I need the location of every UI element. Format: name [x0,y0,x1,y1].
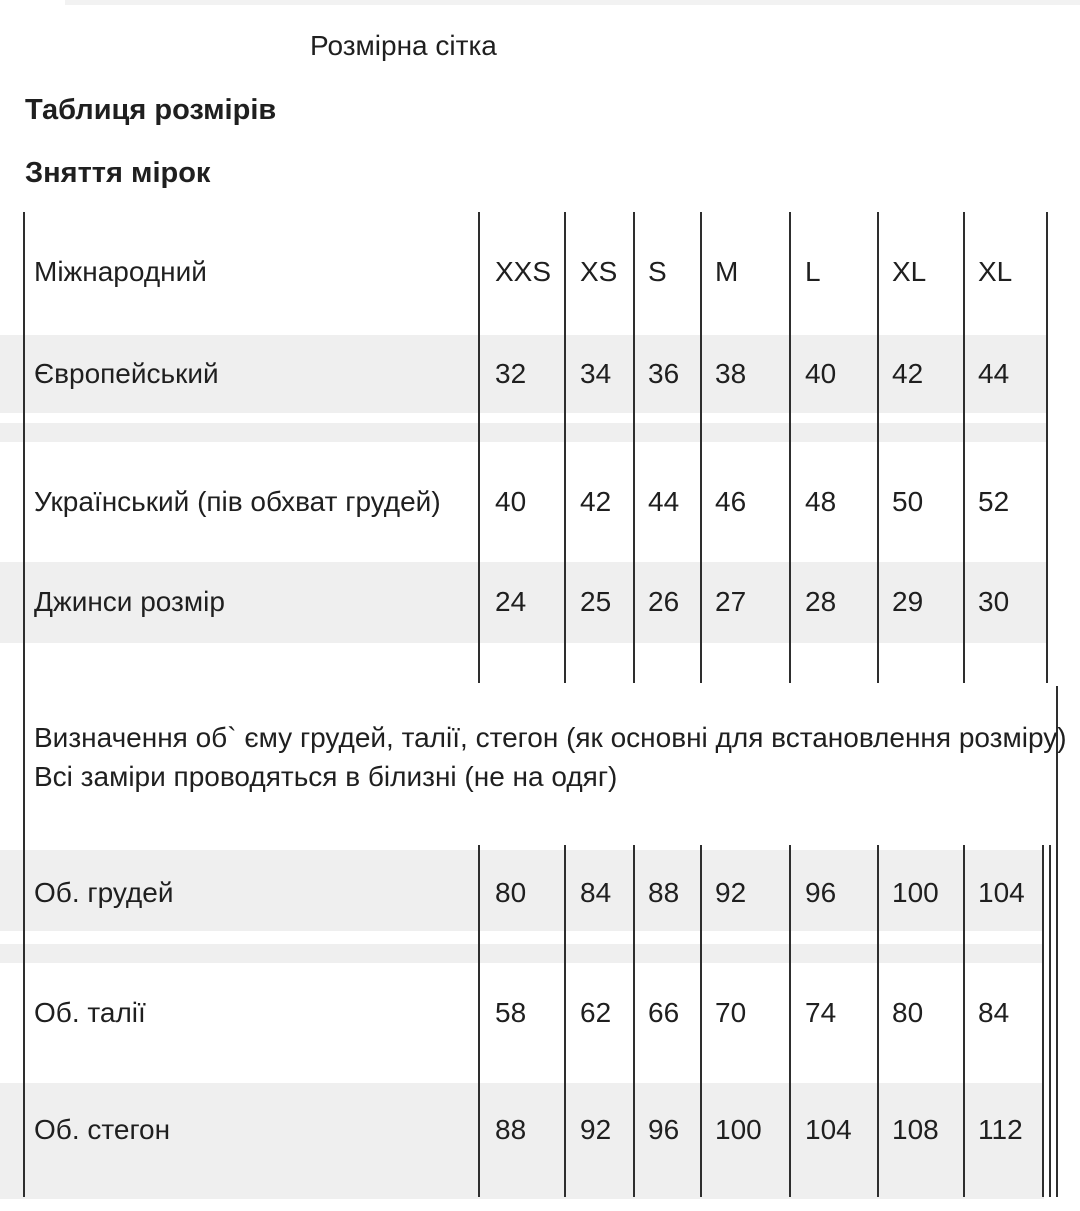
table-cell: S [648,256,667,287]
table-cell: 70 [715,997,747,1028]
measurement-note-line1: Визначення об` єму грудей, талії, стегон (як основні для встановлення розміру) [34,722,1067,753]
table-row [0,254,1080,290]
row-label: Об. грудей [34,877,174,908]
table-cell: 46 [715,486,747,517]
section-title-measurements: Зняття мірок [25,157,211,189]
table-cell: XL [892,256,927,287]
table-cell: 42 [580,486,612,517]
table-cell: 44 [648,486,680,517]
table-cell: 48 [805,486,837,517]
table-cell: 36 [648,358,680,389]
row-label: Джинси розмір [34,586,225,617]
table-cell: XS [580,256,618,287]
table-cell: 88 [495,1114,527,1145]
table-cell: 24 [495,586,527,617]
table-cell: M [715,256,739,287]
row-stripe-thin [0,944,1044,963]
table-cell: 100 [892,877,939,908]
table-cell: 34 [580,358,612,389]
row-label: Європейський [34,358,219,389]
table-cell: 80 [892,997,924,1028]
table-cell: 108 [892,1114,939,1145]
table-cell: 40 [495,486,527,517]
table-cell: 88 [648,877,680,908]
measurement-note-line2: Всі заміри проводяться в білизні (не на одяг) [34,761,618,792]
table-cell: 29 [892,586,924,617]
table-row [0,356,1080,392]
table-cell: 84 [580,877,612,908]
table-cell: 100 [715,1114,762,1145]
table-cell: 80 [495,877,527,908]
table-cell: 32 [495,358,527,389]
table-row [0,995,1080,1031]
table-cell: 112 [978,1114,1023,1145]
top-divider-bar [65,0,1080,5]
table-cell: 52 [978,486,1010,517]
table-row [0,1112,1080,1148]
row-stripe-thin [0,423,1046,442]
table-cell: 62 [580,997,612,1028]
table-cell: 42 [892,358,924,389]
table-cell: 92 [580,1114,612,1145]
row-label: Об. стегон [34,1114,171,1145]
table-row [0,484,1080,520]
table-row [0,875,1080,911]
row-label: Міжнародний [34,256,207,287]
table-cell: 50 [892,486,924,517]
table-cell: 25 [580,586,612,617]
table-row [0,584,1080,620]
row-label: Український (пів обхват грудей) [34,486,441,517]
table-cell: XXS [495,256,552,287]
table-cell: 104 [805,1114,852,1145]
table-cell: 40 [805,358,837,389]
table-cell: 27 [715,586,747,617]
row-label: Об. талії [34,997,146,1028]
table-cell: 30 [978,586,1010,617]
table-cell: 26 [648,586,680,617]
table-cell: 38 [715,358,747,389]
section-title-size-table: Таблиця розмірів [25,94,277,126]
table-cell: 104 [978,877,1025,908]
table-cell: 92 [715,877,747,908]
table-cell: 44 [978,358,1010,389]
table-cell: XL [978,256,1013,287]
table-cell: 28 [805,586,837,617]
table-cell: 96 [805,877,837,908]
table-cell: 58 [495,997,527,1028]
table-cell: 66 [648,997,680,1028]
table-cell: 74 [805,997,837,1028]
table-cell: L [805,256,821,287]
table-cell: 84 [978,997,1010,1028]
page-title: Розмірна сітка [310,30,497,61]
table-cell: 96 [648,1114,680,1145]
